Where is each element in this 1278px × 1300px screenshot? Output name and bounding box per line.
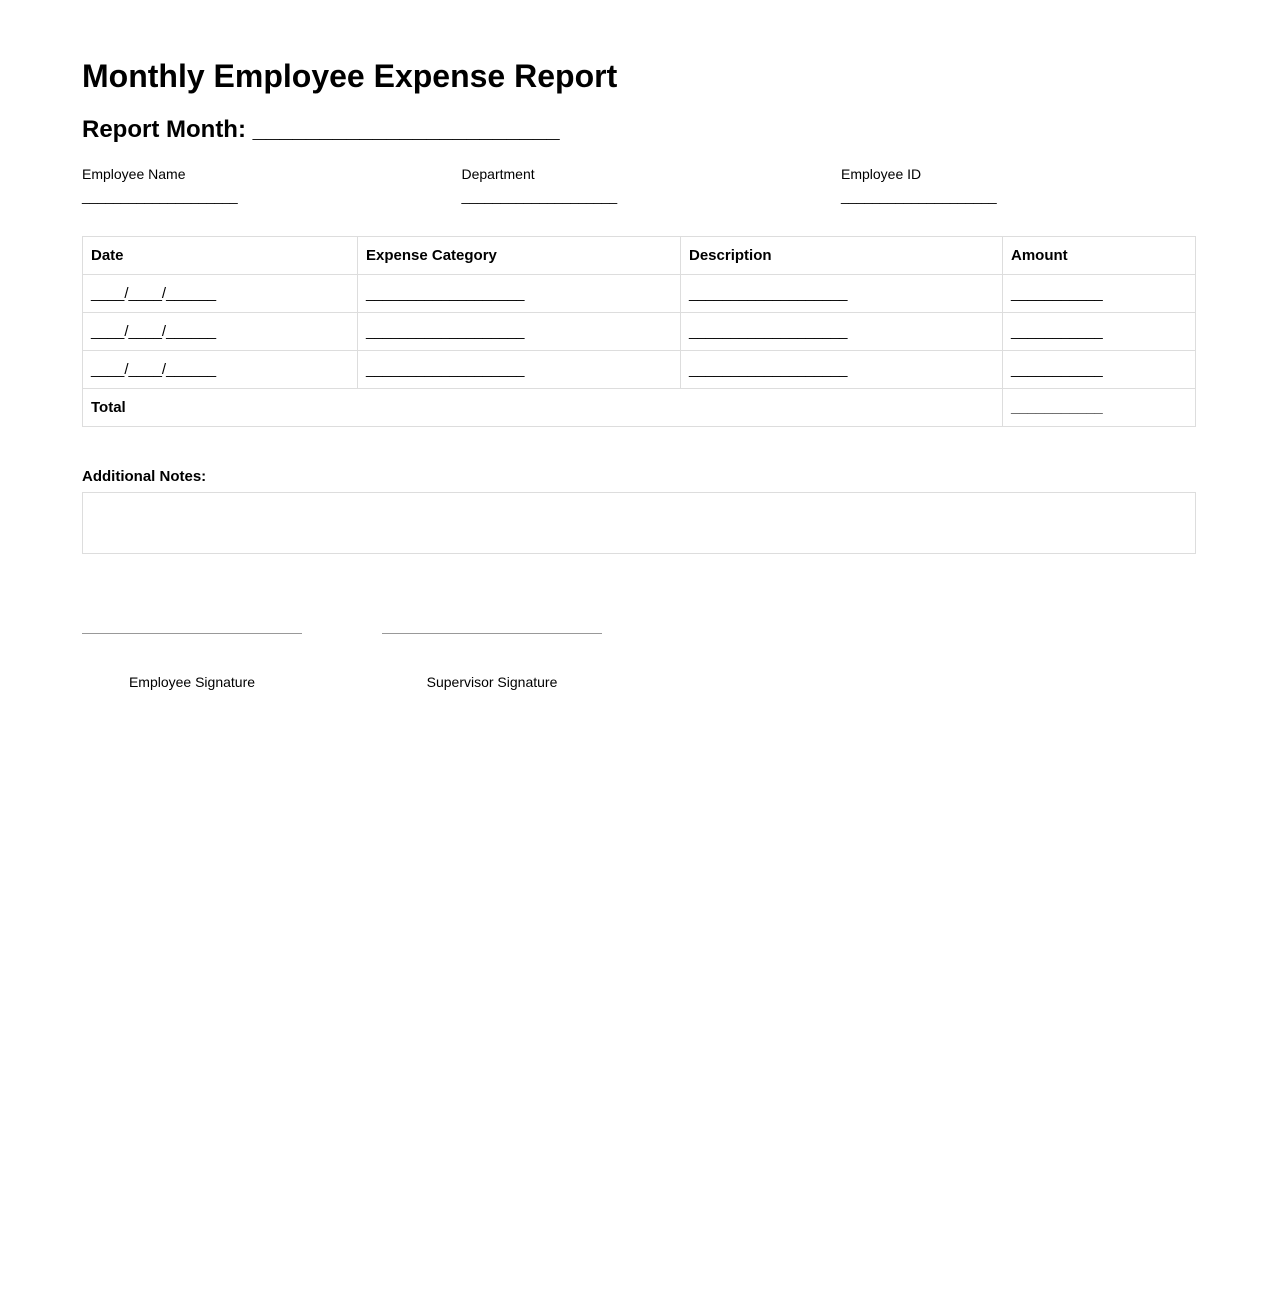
description-input[interactable]: ___________________ [681, 275, 1003, 313]
table-row [83, 313, 1196, 351]
supervisor-signature-line[interactable] [382, 633, 602, 690]
employee-signature-label: Employee Signature [128, 674, 256, 690]
header-description: Description [681, 237, 1003, 275]
report-month-label: Report Month: [82, 116, 246, 143]
date-input[interactable]: ____/____/______ [83, 313, 358, 351]
expense-table [82, 236, 1196, 427]
category-input[interactable]: ___________________ [358, 275, 681, 313]
header-date: Date [83, 237, 358, 275]
employee-signature-line[interactable] [82, 633, 302, 690]
department-input[interactable]: ____________________ [461, 188, 618, 204]
supervisor-signature-label: Supervisor Signature [426, 674, 558, 690]
field-label: Employee Name [82, 166, 186, 182]
table-row [83, 351, 1196, 389]
header-amount: Amount [1003, 237, 1196, 275]
header-category: Expense Category [358, 237, 681, 275]
category-input[interactable]: ___________________ [358, 313, 681, 351]
employee-id-field [841, 166, 1221, 204]
table-row [83, 275, 1196, 313]
employee-name-field [82, 166, 462, 204]
report-month-input[interactable]: _______________________ [252, 116, 560, 143]
category-input[interactable]: ___________________ [358, 351, 681, 389]
field-label: Department [461, 166, 535, 182]
notes-label: Additional Notes: [82, 468, 207, 485]
date-input[interactable]: ____/____/______ [83, 275, 358, 313]
employee-id-input[interactable]: ____________________ [841, 188, 997, 204]
page-title: Monthly Employee Expense Report [82, 58, 618, 94]
table-header-row [83, 237, 1196, 275]
department-field [462, 166, 842, 204]
total-row [83, 389, 1196, 427]
description-input[interactable]: ___________________ [681, 351, 1003, 389]
report-month [82, 116, 560, 144]
amount-input[interactable]: ___________ [1003, 351, 1196, 389]
total-label: Total [83, 389, 1003, 427]
amount-input[interactable]: ___________ [1003, 275, 1196, 313]
description-input[interactable]: ___________________ [681, 313, 1003, 351]
total-amount-input[interactable]: ___________ [1003, 389, 1196, 427]
employee-info [82, 166, 1222, 204]
date-input[interactable]: ____/____/______ [83, 351, 358, 389]
employee-name-input[interactable]: ____________________ [82, 188, 238, 204]
field-label: Employee ID [841, 166, 922, 182]
notes-textarea[interactable] [82, 492, 1196, 554]
amount-input[interactable]: ___________ [1003, 313, 1196, 351]
